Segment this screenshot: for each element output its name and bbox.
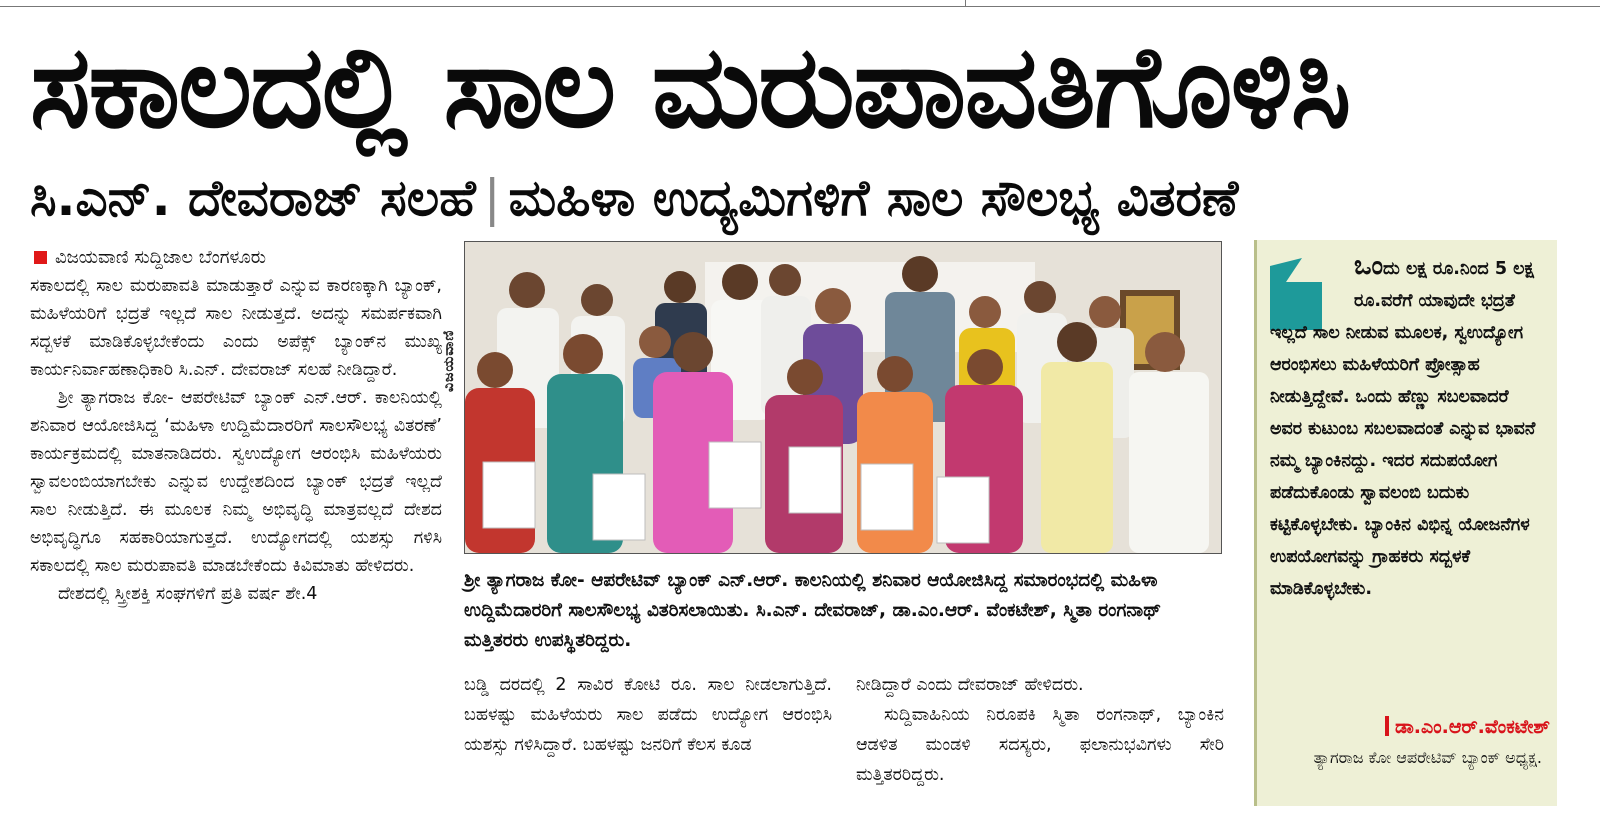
author-bar-icon xyxy=(1385,716,1389,736)
byline-text: ವಿಜಯವಾಣಿ ಸುದ್ದಿಜಾಲ ಬೆಂಗಳೂರು xyxy=(55,247,266,268)
paragraph: ಸುದ್ದಿವಾಹಿನಿಯ ನಿರೂಪಕಿ ಸ್ಮಿತಾ ರಂಗನಾಥ್, ಬ್ಯಾಂಕಿನ ಆಡಳಿತ ಮಂಡಳಿ ಸದಸ್ಯರು, ಫಲಾನುಭವಿಗಳು ಸೇರಿ ಮತ್ತಿತರರಿದ್ದರು. xyxy=(856,705,1224,785)
article-column-mid-2 xyxy=(856,670,1224,790)
headline: ಸಕಾಲದಲ್ಲಿ ಸಾಲ ಮರುಪಾವತಿಗೊಳಿಸಿ xyxy=(30,20,1350,153)
top-rule xyxy=(0,6,1600,7)
pull-quote-body: ಇಲ್ಲದೆ ಸಾಲ ನೀಡುವ ಮೂಲಕ, ಸ್ವಉದ್ಯೋಗ ಆರಂಭಿಸಲು ಮಹಿಳೆಯರಿಗೆ ಪ್ರೋತ್ಸಾಹ ನೀಡುತ್ತಿದ್ದೇವೆ. ಒಂದು ಹೆಣ್ಣು ಸಬಲವಾದರೆ ಅವರ ಕುಟುಂಬ ಸಬಲವಾದಂತೆ ಎನ್ನುವ ಭಾವನೆ ನಮ್ಮ ಬ್ಯಾಂಕಿನದ್ದು. ಇದರ ಸದುಪಯೋಗ ಪಡೆದುಕೊಂಡು ಸ್ವಾವಲಂಬಿ ಬದುಕು ಕಟ್ಟಿಕೊಳ್ಳಬೇಕು. ಬ್ಯಾಂಕಿನ ವಿಭಿನ್ನ ಯೋಜನೆಗಳ ಉಪಯೋಗವನ್ನು ಗ್ರಾಹಕರು ಸದ್ಬಳಕೆ ಮಾಡಿಕೊಳ್ಳಬೇಕು. xyxy=(1270,323,1536,599)
subhead-left: ಸಿ.ಎನ್. ದೇವರಾಜ್ ಸಲಹೆ xyxy=(30,169,476,227)
photo-credit: ವಿಜಯವಾಣಿ xyxy=(441,329,457,392)
article-column-left xyxy=(30,272,442,608)
dropcap: ಒಂ xyxy=(1354,251,1383,281)
pull-quote-text xyxy=(1270,250,1540,605)
pull-quote-author xyxy=(1270,712,1550,742)
subhead-right: ಮಹಿಳಾ ಉದ್ಯಮಿಗಳಿಗೆ ಸಾಲ ಸೌಲಭ್ಯ ವಿತರಣೆ xyxy=(508,169,1239,227)
pull-quote-role: ತ್ಯಾಗರಾಜ ಕೋ ಆಪರೇಟಿವ್ ಬ್ಯಾಂಕ್ ಅಧ್ಯಕ್ಷ. xyxy=(1313,748,1542,767)
paragraph: ಬಡ್ಡಿ ದರದಲ್ಲಿ 2 ಸಾವಿರ ಕೋಟಿ ರೂ. ಸಾಲ ನೀಡಲಾಗುತ್ತಿದೆ. ಬಹಳಷ್ಟು ಮಹಿಳೆಯರು ಸಾಲ ಪಡೆದು ಉದ್ಯೋಗ ಆರಂಭಿಸಿ ಯಶಸ್ಸು ಗಳಿಸಿದ್ದಾರೆ. ಬಹಳಷ್ಟು ಜನರಿಗೆ ಕೆಲಸ ಕೂಡ xyxy=(464,675,832,755)
news-photo xyxy=(464,241,1222,554)
paragraph: ದೇಶದಲ್ಲಿ ಸ್ತ್ರೀಶಕ್ತಿ ಸಂಘಗಳಿಗೆ ಪ್ರತಿ ವರ್ಷ ಶೇ.4 xyxy=(58,584,318,604)
article-column-mid-1 xyxy=(464,670,832,760)
paragraph: ನೀಡಿದ್ದಾರೆ ಎಂದು ದೇವರಾಜ್ ಹೇಳಿದರು. xyxy=(856,675,1084,695)
paragraph: ಸಕಾಲದಲ್ಲಿ ಸಾಲ ಮರುಪಾವತಿ ಮಾಡುತ್ತಾರೆ ಎನ್ನುವ ಕಾರಣಕ್ಕಾಗಿ ಬ್ಯಾಂಕ್, ಮಹಿಳೆಯರಿಗೆ ಭದ್ರತೆ ಇಲ್ಲದೆ ಸಾಲ ನೀಡುತ್ತದೆ. ಅದನ್ನು ಸಮರ್ಪಕವಾಗಿ ಸದ್ಬಳಕೆ ಮಾಡಿಕೊಳ್ಳಬೇಕೆಂದು ಎಂದು ಅಪೆಕ್ಸ್ ಬ್ಯಾಂಕ್‌ನ ಮುಖ್ಯ ಕಾರ್ಯನಿರ್ವಾಹಣಾಧಿಕಾರಿ ಸಿ.ಎನ್. ದೇವರಾಜ್ ಸಲಹೆ ನೀಡಿದ್ದಾರೆ. xyxy=(30,276,442,380)
byline-marker-icon xyxy=(34,251,47,264)
photo-caption: ಶ್ರೀ ತ್ಯಾಗರಾಜ ಕೋ- ಆಪರೇಟಿವ್ ಬ್ಯಾಂಕ್ ಎನ್.ಆರ್. ಕಾಲನಿಯಲ್ಲಿ ಶನಿವಾರ ಆಯೋಜಿಸಿದ್ದ ಸಮಾರಂಭದಲ್ಲಿ ಮಹಿಳಾ ಉದ್ದಿಮೆದಾರರಿಗೆ ಸಾಲಸೌಲಭ್ಯ ವಿತರಿಸಲಾಯಿತು. ಸಿ.ಎನ್. ದೇವರಾಜ್, ಡಾ.ಎಂ.ಆರ್. ವೆಂಕಟೇಶ್, ಸ್ಮಿತಾ ರಂಗನಾಥ್ ಮತ್ತಿತರರು ಉಪಸ್ಥಿತರಿದ್ದರು. xyxy=(464,570,1162,651)
top-rule-tick xyxy=(965,0,966,7)
subhead-separator: | xyxy=(483,169,501,227)
pull-quote-lead xyxy=(1270,250,1540,317)
paragraph: ಶ್ರೀ ತ್ಯಾಗರಾಜ ಕೋ- ಆಪರೇಟಿವ್ ಬ್ಯಾಂಕ್ ಎನ್.ಆರ್. ಕಾಲನಿಯಲ್ಲಿ ಶನಿವಾರ ಆಯೋಜಿಸಿದ್ದ ‘ಮಹಿಳಾ ಉದ್ದಿಮೆದಾರರಿಗೆ ಸಾಲಸೌಲಭ್ಯ ವಿತರಣೆ’ ಕಾರ್ಯಕ್ರಮದಲ್ಲಿ ಮಾತನಾಡಿದರು. ಸ್ವಉದ್ಯೋಗ ಆರಂಭಿಸಿ ಮಹಿಳೆಯರು ಸ್ವಾವಲಂಬಿಯಾಗಬೇಕು ಎನ್ನುವ ಉದ್ದೇಶದಿಂದ ಬ್ಯಾಂಕ್ ಭದ್ರತೆ ಇಲ್ಲದೆ ಸಾಲ ನೀಡುತ್ತಿದೆ. ಈ ಮೂಲಕ ನಿಮ್ಮ ಅಭಿವೃದ್ಧಿ ಮಾತ್ರವಲ್ಲದೆ ದೇಶದ ಅಭಿವೃದ್ಧಿಗೂ ಸಹಕಾರಿಯಾಗುತ್ತದೆ. ಉದ್ಯೋಗದಲ್ಲಿ ಯಶಸ್ಸು ಗಳಿಸಿ ಸಕಾಲದಲ್ಲಿ ಸಾಲ ಮರುಪಾವತಿ ಮಾಡಬೇಕೆಂದು ಕಿವಿಮಾತು ಹೇಳಿದರು. xyxy=(30,388,442,576)
pull-quote-lead-rest: ದು ಲಕ್ಷ ರೂ.ನಿಂದ 5 ಲಕ್ಷ ರೂ.ವರೆಗೆ ಯಾವುದೇ ಭದ್ರತೆ xyxy=(1354,259,1534,311)
group-photo-illustration xyxy=(465,242,1221,553)
byline xyxy=(34,246,454,270)
author-name: ಡಾ.ಎಂ.ಆರ್.ವೆಂಕಟೇಶ್ xyxy=(1395,716,1550,738)
subheadline xyxy=(30,160,1590,236)
